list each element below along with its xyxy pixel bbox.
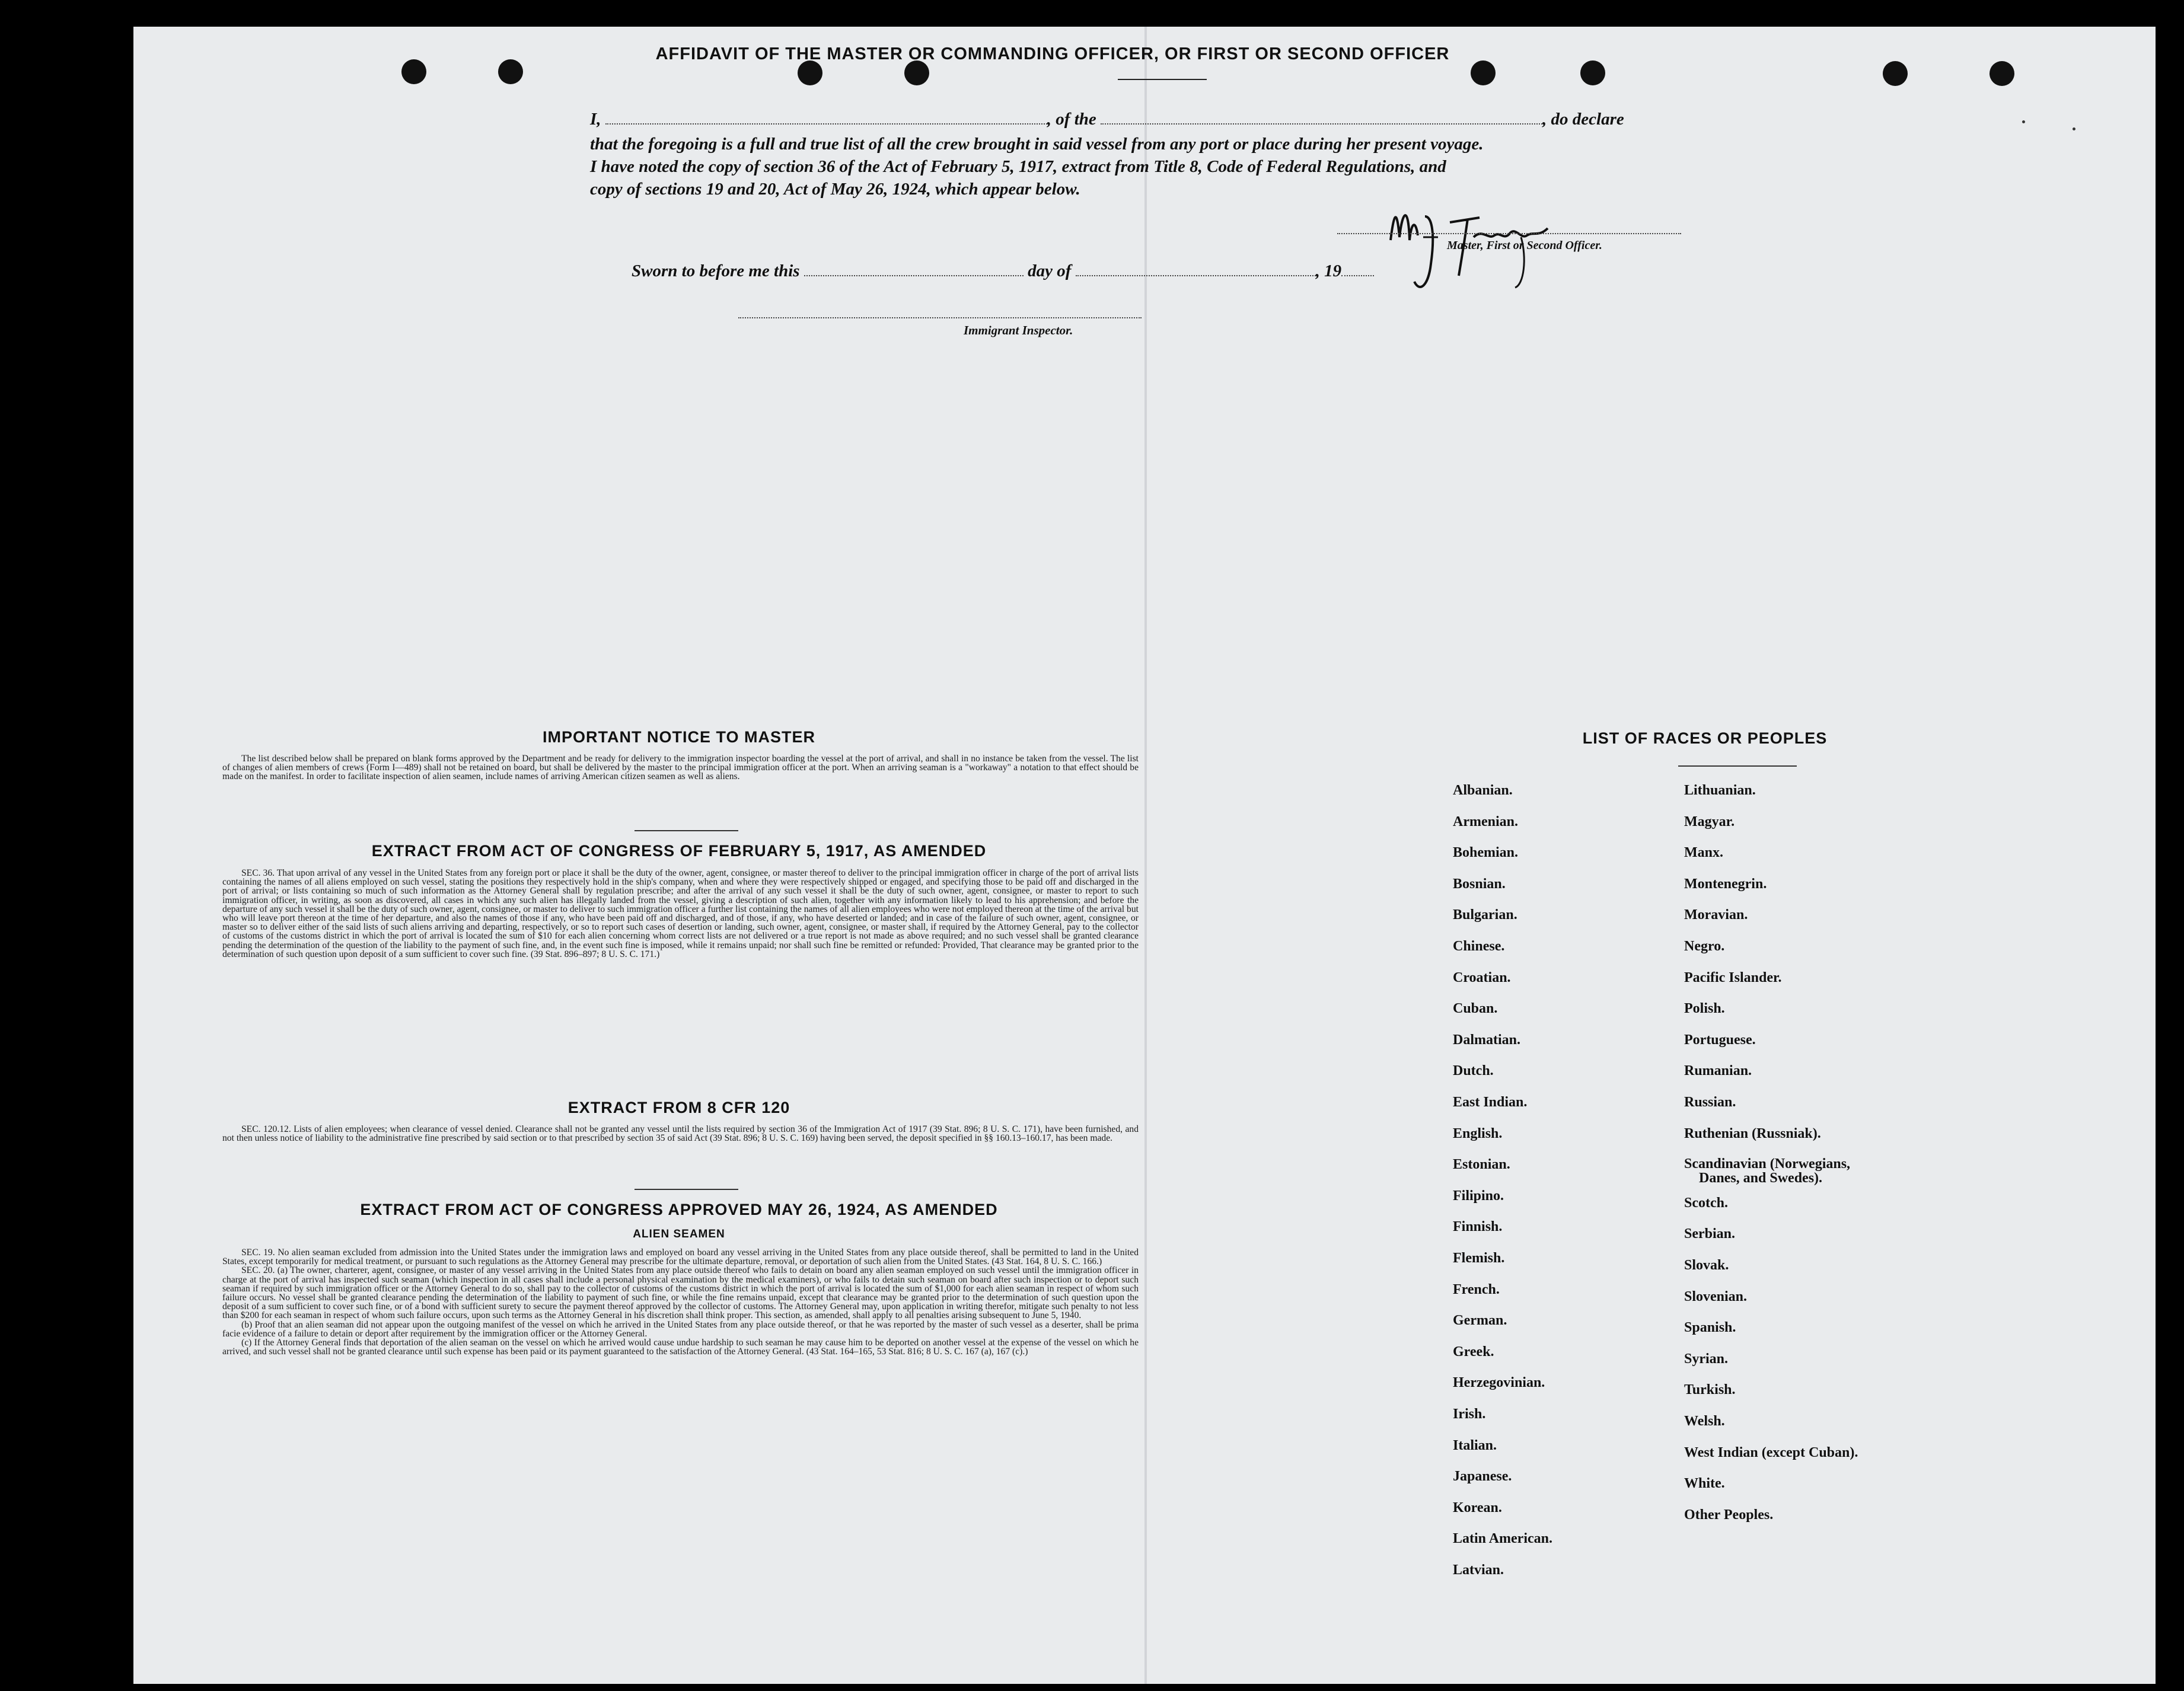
punch-hole <box>798 60 822 85</box>
punch-hole <box>401 59 426 84</box>
document-sheet <box>133 27 2156 1684</box>
punch-hole <box>1471 60 1496 85</box>
race-item: Portuguese. <box>1684 1032 1756 1048</box>
affidavit-line-2: that the foregoing is a full and true list of all the crew brought in said vessel from any port or place during her present voyage. <box>590 135 1484 154</box>
race-item: Serbian. <box>1684 1226 1736 1242</box>
race-item: Croatian. <box>1453 969 1511 985</box>
race-item: Montenegrin. <box>1684 876 1767 892</box>
punch-hole <box>904 60 929 85</box>
sworn-line <box>632 261 1374 281</box>
race-item: Spanish. <box>1684 1320 1736 1336</box>
race-item: Japanese. <box>1453 1469 1512 1485</box>
signature-caption: Master, First or Second Officer. <box>1447 239 1602 252</box>
affidavit-line-1 <box>590 110 1624 129</box>
extract-1924-heading: EXTRACT FROM ACT OF CONGRESS APPROVED MAY 26, 1924, AS AMENDED <box>360 1201 998 1218</box>
year-prefix: , 19 <box>1315 261 1342 280</box>
race-item: Korean. <box>1453 1499 1502 1515</box>
race-item: East Indian. <box>1453 1095 1528 1110</box>
notice-text <box>222 754 1139 781</box>
affidavit-line-3: I have noted the copy of section 36 of the Act of February 5, 1917, extract from Title 8, Code of Federal Regulations, and <box>590 157 1446 176</box>
extract-1924-text <box>222 1248 1139 1356</box>
race-item: Armenian. <box>1453 813 1518 829</box>
alien-seamen-subheading: ALIEN SEAMEN <box>633 1228 725 1240</box>
affidavit-line-4: copy of sections 19 and 20, Act of May 26, 1924, which appear below. <box>590 180 1080 199</box>
signature-rule <box>1337 233 1681 234</box>
race-item: German. <box>1453 1313 1507 1329</box>
race-item: Irish. <box>1453 1406 1486 1422</box>
day-of-label: day of <box>1028 261 1072 280</box>
affidavit-i: I, <box>590 110 601 129</box>
race-item: Slovenian. <box>1684 1288 1748 1304</box>
race-item: Italian. <box>1453 1437 1497 1453</box>
race-item: Rumanian. <box>1684 1063 1752 1079</box>
race-item: Estonian. <box>1453 1157 1510 1173</box>
race-item: Finnish. <box>1453 1219 1503 1235</box>
race-item: Magyar. <box>1684 813 1735 829</box>
punch-hole <box>1989 61 2014 86</box>
race-item: White. <box>1684 1476 1725 1492</box>
race-item: Other Peoples. <box>1684 1507 1774 1523</box>
affidavit-declare: , do declare <box>1542 110 1624 129</box>
race-item: Turkish. <box>1684 1382 1736 1398</box>
race-item: Manx. <box>1684 845 1723 861</box>
race-item: Syrian. <box>1684 1351 1729 1367</box>
extract-cfr-text <box>222 1125 1139 1143</box>
section-rule <box>635 1189 738 1190</box>
vessel-name-field <box>1101 110 1542 125</box>
race-item: French. <box>1453 1281 1500 1297</box>
notice-heading: IMPORTANT NOTICE TO MASTER <box>543 728 815 746</box>
inspector-signature-rule <box>738 317 1142 318</box>
race-item: English. <box>1453 1125 1503 1141</box>
race-item: West Indian (except Cuban). <box>1684 1444 1858 1460</box>
race-item: Polish. <box>1684 1001 1725 1017</box>
sec-20a-paragraph: SEC. 20. (a) The owner, charterer, agent, consignee, or master of any vessel arriving in the United States from any place outside thereof who fails to detain on board any alien seaman employed on such vessel until the immigration officer in charge at the port of arrival has inspected such seaman (which inspection in all cases shall include a personal physical examination by the medical examiners), or who fails to detain such seaman on board after such inspection or to deport such seaman if required by such immigration officer or the Attorney General to do so, shall pay to the collector of customs of the customs district in which the port of arrival is located the sum of $1,000 for each alien seaman in respect of whom such failure occurs. No vessel shall be granted clearance pending the determination of the liability to payment of such fine, or while the fine remains unpaid, except that clearance may be granted prior to the determination of such question upon the deposit of a sum sufficient to cover such fine, or of a bond with sufficient surety to secure the payment thereof approved by the collector of customs. The Attorney General may, upon application in writing therefor, mitigate such penalty to not less than $200 for each seaman in respect of whom such failure occurs, upon such terms as the Attorney General in his discretion shall think proper. This section, as amended, shall apply to all penalties arising subsequent to June 5, 1940. <box>222 1265 1139 1321</box>
sec-20b-paragraph: (b) Proof that an alien seaman did not appear upon the outgoing manifest of the vessel on which he arrived in the United States from any place outside thereof, or that he was reported by the master of such vessel as a deserter, shall be prima facie evidence of a failure to detain or deport after requirement by the immigration officer or the Attorney General. <box>222 1319 1139 1339</box>
race-item: Albanian. <box>1453 783 1513 798</box>
race-item: Herzegovinian. <box>1453 1375 1545 1391</box>
race-item: Slovak. <box>1684 1258 1729 1273</box>
race-item: Scandinavian (Norwegians, <box>1684 1156 1851 1172</box>
race-item: Scotch. <box>1684 1195 1728 1211</box>
extract-cfr-heading: EXTRACT FROM 8 CFR 120 <box>567 1099 790 1116</box>
sec-36-paragraph: SEC. 36. That upon arrival of any vessel in the United States from any foreign port or place it shall be the duty of the owner, agent, consignee, or master thereof to deliver to the principal immigration officer in charge of the port of arrival lists containing the names of all aliens employed on such vessel, stating the positions they respectively hold in the ship's company, when and where they were respectively shipped or engaged, and specifying those to be paid off and discharged in the port of arrival; or lists containing so much of such information as the Attorney General shall by regulation prescribe; and after the arrival of any such vessel it shall be the duty of such owner, agent, consignee, or master to report to such immigration officer, in writing, as soon as discovered, all cases in which any such alien has illegally landed from the vessel, giving a description of such alien, together with any information likely to lead to his apprehension; and before the departure of any such vessel it shall be the duty of such owner, agent, consignee, or master to deliver to such immigration officer a further list containing the names of all alien employees who were not employed thereon at the time of the arrival but who will leave port thereon at the time of her departure, and also the names of those if any, who have been paid off and discharged, and of those, if any, who have deserted or landed; and in case of the failure of such owner, agent, consignee, or master so to deliver either of the said lists of such aliens arriving and departing, respectively, or so to report such cases of desertion or landing, such owner, agent, consignee, or master shall, if required by the Attorney General, pay to the collector of customs of the customs district in which the port of arrival is located the sum of $10 for each alien concerning whom correct lists are not delivered or a true report is not made as above required; and no such vessel shall be granted clearance pending the determination of the question of the liability to the payment of such fine, and, in the event such fine is imposed, while it remains unpaid; nor shall such fine be remitted or refunded: Provided, That clearance may be granted prior to the determination of such question upon deposit of a sum sufficient to cover such fine. (39 Stat. 896–897; 8 U. S. C. 171.) <box>222 868 1139 959</box>
master-name-field <box>605 110 1047 125</box>
races-heading: LIST OF RACES OR PEOPLES <box>1582 729 1828 747</box>
section-rule <box>635 830 738 831</box>
race-item: Dalmatian. <box>1453 1032 1520 1048</box>
race-item: Pacific Islander. <box>1684 969 1782 985</box>
extract-1917-text <box>222 869 1139 959</box>
race-item: Greek. <box>1453 1344 1494 1360</box>
race-item: Bulgarian. <box>1453 907 1517 923</box>
sec-20c-paragraph: (c) If the Attorney General finds that deportation of the alien seaman on the vessel on which he arrived would cause undue hardship to such seaman he may cause him to be deported on another vessel at the expense of the vessel on which he arrived, and such vessel shall not be granted clearance until such expense has been paid or its payment guaranteed to the satisfaction of the Attorney General. (43 Stat. 164–165, 53 Stat. 816; 8 U. S. C. 167 (a), 167 (c).) <box>222 1338 1139 1357</box>
title-rule <box>1118 79 1207 80</box>
race-item: Bosnian. <box>1453 876 1506 892</box>
race-item: Moravian. <box>1684 907 1748 923</box>
race-item: Chinese. <box>1453 939 1505 954</box>
race-item: Lithuanian. <box>1684 783 1756 798</box>
extract-1917-heading: EXTRACT FROM ACT OF CONGRESS OF FEBRUARY 5, 1917, AS AMENDED <box>371 842 987 860</box>
sworn-month-field <box>1076 262 1316 276</box>
speck <box>2073 127 2075 130</box>
race-item: Bohemian. <box>1453 845 1519 861</box>
affidavit-title: AFFIDAVIT OF THE MASTER OR COMMANDING OFFICER, OR FIRST OR SECOND OFFICER <box>655 44 1450 63</box>
speck <box>2022 120 2025 123</box>
inspector-caption: Immigrant Inspector. <box>964 323 1073 337</box>
races-rule <box>1678 765 1797 767</box>
race-item: Negro. <box>1684 939 1725 954</box>
punch-hole <box>1883 61 1908 86</box>
race-item: Latvian. <box>1453 1562 1504 1578</box>
race-item: Welsh. <box>1684 1414 1725 1429</box>
race-item: Dutch. <box>1453 1063 1494 1079</box>
sworn-day-field <box>804 262 1024 276</box>
race-item: Russian. <box>1684 1095 1736 1110</box>
sworn-year-field <box>1341 262 1374 276</box>
race-item: Filipino. <box>1453 1188 1504 1204</box>
punch-hole <box>1580 60 1605 85</box>
race-item: Danes, and Swedes). <box>1699 1170 1823 1186</box>
race-item: Latin American. <box>1453 1531 1552 1547</box>
sworn-label: Sworn to before me this <box>632 261 800 280</box>
race-item: Flemish. <box>1453 1250 1505 1266</box>
sec-120-12-paragraph: SEC. 120.12. Lists of alien employees; when clearance of vessel denied. Clearance shall not be granted any vessel until the lists required by section 36 of the Immigration Act of 1917 (39 Stat. 896; 8 U. S. C. 171), have been furnished, and not then unless notice of liability to the administrative fine prescribed by said section or to that prescribed by section 35 of said Act (39 Stat. 896; 8 U. S. C. 169) having been served, the deposit specified in §§ 160.13–160.17, has been made. <box>222 1124 1139 1144</box>
affidavit-of-the: , of the <box>1047 110 1096 129</box>
race-item: Cuban. <box>1453 1001 1498 1017</box>
notice-paragraph: The list described below shall be prepared on blank forms approved by the Department and be ready for delivery to the immigration inspector boarding the vessel at the port of arrival, and shall in no instance be taken from the vessel. The list of changes of alien members of crews (Form I—489) shall not be retained on board, but shall be delivered by the master to the principal immigration officer at the port. When an arriving seaman is a "workaway" a notation to that effect should be made on the manifest. In order to facilitate inspection of alien seamen, include names of arriving American citizen seamen as well as aliens. <box>222 754 1139 782</box>
sec-19-paragraph: SEC. 19. No alien seaman excluded from admission into the United States under the immigration laws and employed on board any vessel arriving in the United States from any place outside thereof, shall be permitted to land in the United States, except temporarily for medical treatment, or pursuant to such regulations as the Attorney General may prescribe for the ultimate departure, removal, or deportation of such alien from the United States. (43 Stat. 164, 8 U. S. C. 166.) <box>222 1247 1139 1267</box>
race-item: Ruthenian (Russniak). <box>1684 1125 1821 1141</box>
